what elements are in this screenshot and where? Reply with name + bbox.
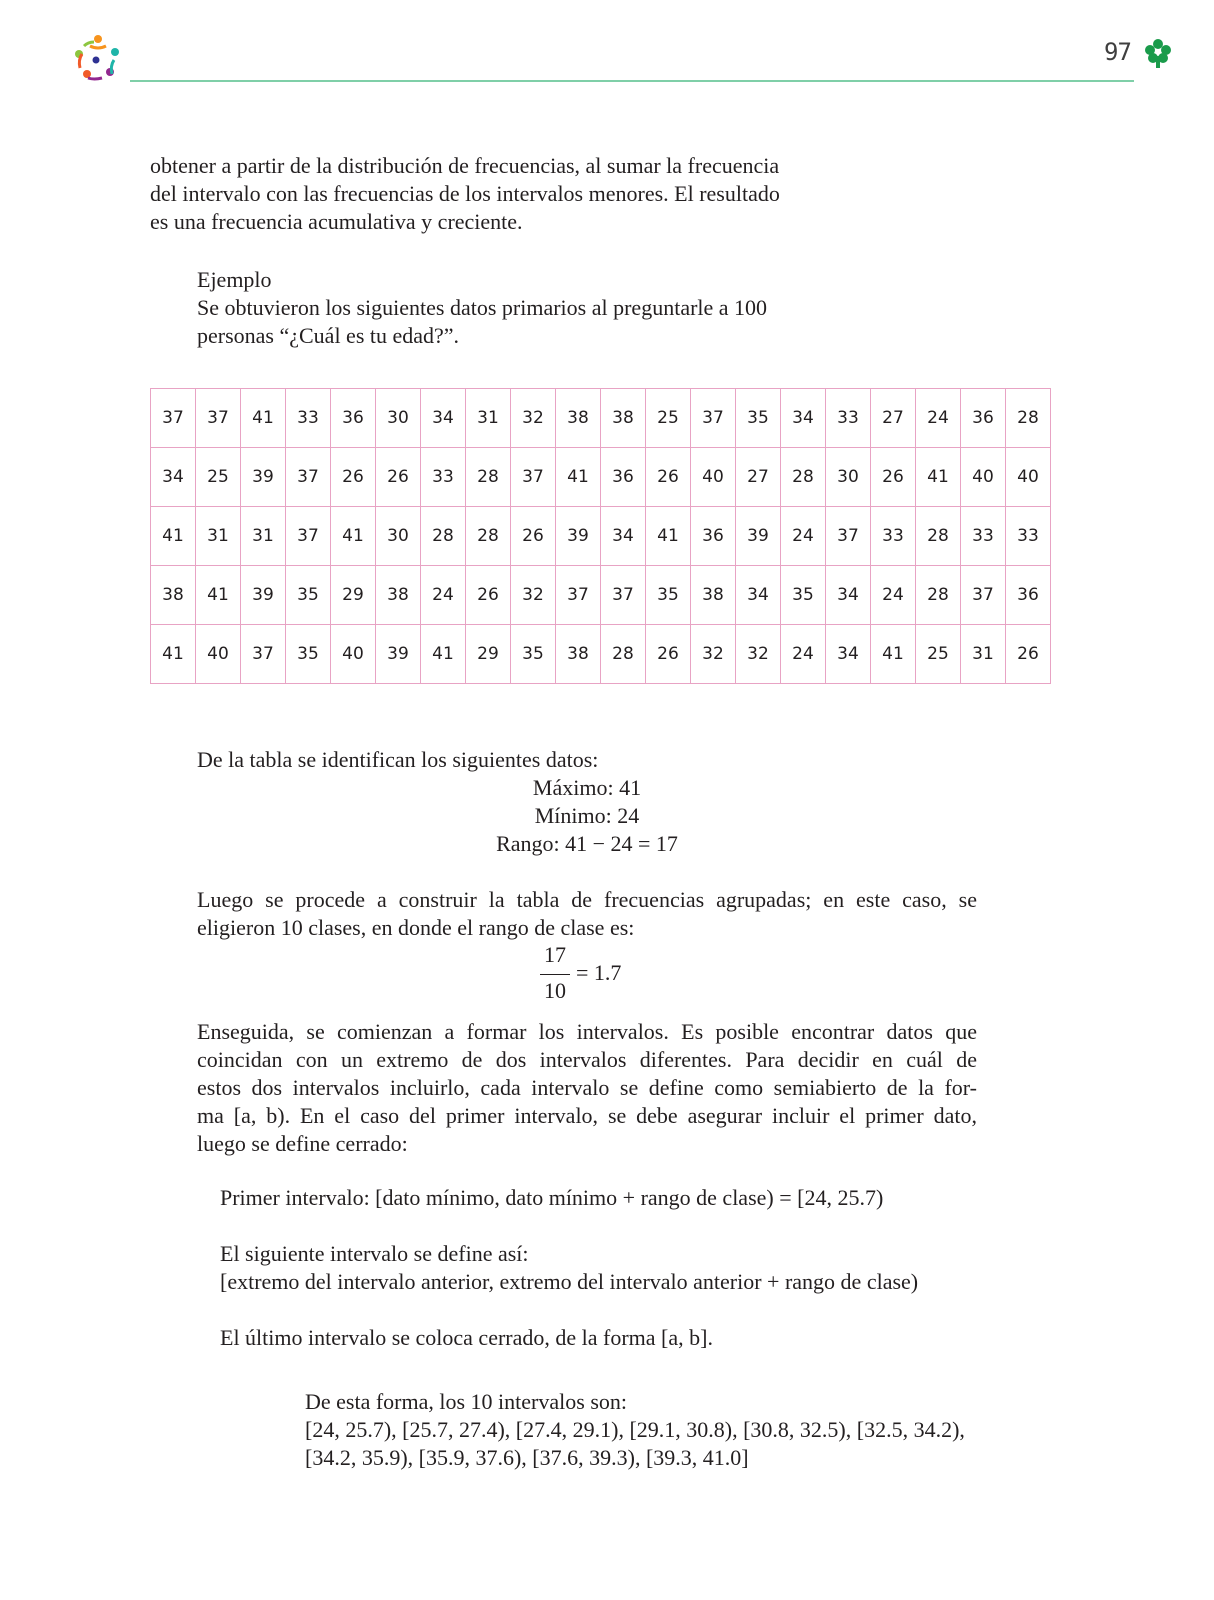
table-cell: 27 <box>871 389 916 448</box>
table-cell: 28 <box>466 448 511 507</box>
class-range-fraction <box>540 940 670 1010</box>
table-cell: 26 <box>331 448 376 507</box>
table-cell: 28 <box>1006 389 1051 448</box>
table-cell: 37 <box>151 389 196 448</box>
fraction-denominator: 10 <box>544 978 566 1003</box>
table-cell: 26 <box>646 625 691 684</box>
minimum-value: Mínimo: 24 <box>534 803 640 828</box>
table-cell: 32 <box>691 625 736 684</box>
next-interval-line: [extremo del intervalo anterior, extremo del intervalo anterior + rango de clase) <box>220 1269 919 1294</box>
table-cell: 33 <box>1006 507 1051 566</box>
table-cell: 41 <box>646 507 691 566</box>
table-row <box>151 507 1051 566</box>
table-cell: 38 <box>151 566 196 625</box>
table-cell: 24 <box>871 566 916 625</box>
table-cell: 28 <box>466 507 511 566</box>
table-cell: 37 <box>286 507 331 566</box>
table-cell: 40 <box>1006 448 1051 507</box>
next-interval-definition <box>220 1240 980 1296</box>
intro-line: es una frecuencia acumulativa y creciente. <box>150 209 523 234</box>
table-cell: 36 <box>331 389 376 448</box>
table-cell: 28 <box>421 507 466 566</box>
table-cell: 41 <box>151 507 196 566</box>
table-cell: 40 <box>961 448 1006 507</box>
table-cell: 27 <box>736 448 781 507</box>
table-row <box>151 448 1051 507</box>
table-cell: 28 <box>781 448 826 507</box>
table-cell: 24 <box>781 507 826 566</box>
table-cell: 37 <box>961 566 1006 625</box>
example-line: Se obtuvieron los siguientes datos primarios al preguntarle a 100 <box>197 295 768 320</box>
intervals-line: De esta forma, los 10 intervalos son: <box>305 1389 627 1414</box>
enseguida-line: luego se define cerrado: <box>197 1131 408 1156</box>
fraction-result: = 1.7 <box>576 960 622 985</box>
table-cell: 25 <box>646 389 691 448</box>
table-cell: 26 <box>466 566 511 625</box>
table-cell: 30 <box>376 389 421 448</box>
intro-line: del intervalo con las frecuencias de los intervalos menores. El resultado <box>150 181 780 206</box>
table-cell: 26 <box>1006 625 1051 684</box>
table-cell: 36 <box>961 389 1006 448</box>
table-cell: 34 <box>826 625 871 684</box>
table-cell: 41 <box>241 389 286 448</box>
table-cell: 28 <box>916 507 961 566</box>
table-cell: 35 <box>781 566 826 625</box>
table-cell: 41 <box>916 448 961 507</box>
luego-paragraph <box>197 886 977 942</box>
table-cell: 31 <box>466 389 511 448</box>
header-rule <box>130 80 1134 82</box>
fraction-bar <box>540 974 570 975</box>
last-interval-definition: El último intervalo se coloca cerrado, de la forma [a, b]. <box>220 1325 713 1350</box>
table-cell: 26 <box>646 448 691 507</box>
intervals-line: [24, 25.7), [25.7, 27.4), [27.4, 29.1), [29.1, 30.8), [30.8, 32.5), [32.5, 34.2), <box>305 1417 965 1442</box>
enseguida-line: estos dos intervalos incluirlo, cada intervalo se define como semiabierto de la for- <box>197 1075 977 1100</box>
table-cell: 24 <box>421 566 466 625</box>
table-cell: 38 <box>556 389 601 448</box>
intervals-line: [34.2, 35.9), [35.9, 37.6), [37.6, 39.3), [39.3, 41.0] <box>305 1445 749 1470</box>
table-cell: 37 <box>601 566 646 625</box>
identify-text: De la tabla se identifican los siguientes datos: <box>197 747 599 772</box>
table-cell: 40 <box>691 448 736 507</box>
table-cell: 37 <box>511 448 556 507</box>
table-cell: 31 <box>961 625 1006 684</box>
table-cell: 40 <box>196 625 241 684</box>
table-cell: 26 <box>871 448 916 507</box>
table-cell: 41 <box>871 625 916 684</box>
table-cell: 41 <box>556 448 601 507</box>
table-cell: 41 <box>421 625 466 684</box>
table-cell: 34 <box>151 448 196 507</box>
luego-line: eligieron 10 clases, en donde el rango de clase es: <box>197 915 635 940</box>
table-cell: 39 <box>376 625 421 684</box>
table-cell: 29 <box>466 625 511 684</box>
table-cell: 34 <box>781 389 826 448</box>
table-cell: 36 <box>691 507 736 566</box>
example-line: personas “¿Cuál es tu edad?”. <box>197 323 460 348</box>
table-cell: 38 <box>376 566 421 625</box>
table-cell: 26 <box>511 507 556 566</box>
intro-line: obtener a partir de la distribución de frecuencias, al sumar la frecuencia <box>150 153 780 178</box>
table-cell: 31 <box>196 507 241 566</box>
table-cell: 40 <box>331 625 376 684</box>
table-cell: 26 <box>376 448 421 507</box>
table-cell: 30 <box>826 448 871 507</box>
table-cell: 32 <box>736 625 781 684</box>
table-cell: 41 <box>331 507 376 566</box>
age-data-table <box>150 388 1051 684</box>
table-cell: 32 <box>511 389 556 448</box>
enseguida-line: Enseguida, se comienzan a formar los intervalos. Es posible encontrar datos que <box>197 1019 977 1044</box>
luego-line: Luego se procede a construir la tabla de frecuencias agrupadas; en este caso, se <box>197 887 977 912</box>
table-cell: 36 <box>601 448 646 507</box>
table-cell: 32 <box>511 566 556 625</box>
table-cell: 25 <box>916 625 961 684</box>
first-interval-definition: Primer intervalo: [dato mínimo, dato mínimo + rango de clase) = [24, 25.7) <box>220 1185 884 1210</box>
table-cell: 33 <box>421 448 466 507</box>
table-cell: 35 <box>736 389 781 448</box>
fraction-numerator: 17 <box>544 942 566 967</box>
table-row <box>151 389 1051 448</box>
table-cell: 30 <box>376 507 421 566</box>
table-cell: 35 <box>646 566 691 625</box>
table-cell: 34 <box>601 507 646 566</box>
table-cell: 36 <box>1006 566 1051 625</box>
table-cell: 34 <box>421 389 466 448</box>
table-cell: 28 <box>601 625 646 684</box>
table-cell: 37 <box>691 389 736 448</box>
next-interval-line: El siguiente intervalo se define así: <box>220 1241 529 1266</box>
maximum-value: Máximo: 41 <box>532 775 642 800</box>
table-cell: 37 <box>556 566 601 625</box>
table-cell: 38 <box>691 566 736 625</box>
table-cell: 33 <box>286 389 331 448</box>
green-tree-icon <box>1144 38 1172 70</box>
table-cell: 39 <box>736 507 781 566</box>
table-cell: 37 <box>826 507 871 566</box>
table-cell: 39 <box>241 566 286 625</box>
enseguida-paragraph <box>197 1018 977 1158</box>
table-cell: 35 <box>286 566 331 625</box>
table-cell: 37 <box>196 389 241 448</box>
page-number: 97 <box>1104 38 1131 66</box>
table-cell: 38 <box>556 625 601 684</box>
table-cell: 25 <box>196 448 241 507</box>
table-cell: 39 <box>241 448 286 507</box>
table-cell: 39 <box>556 507 601 566</box>
table-cell: 29 <box>331 566 376 625</box>
table-cell: 24 <box>781 625 826 684</box>
example-title: Ejemplo <box>197 267 272 292</box>
table-cell: 24 <box>916 389 961 448</box>
table-row <box>151 566 1051 625</box>
table-cell: 31 <box>241 507 286 566</box>
table-cell: 33 <box>961 507 1006 566</box>
example-block <box>197 266 837 350</box>
table-cell: 35 <box>511 625 556 684</box>
table-cell: 37 <box>241 625 286 684</box>
range-value: Rango: 41 − 24 = 17 <box>496 831 678 856</box>
table-cell: 33 <box>826 389 871 448</box>
table-cell: 41 <box>196 566 241 625</box>
table-cell: 33 <box>871 507 916 566</box>
table-cell: 35 <box>286 625 331 684</box>
table-cell: 34 <box>826 566 871 625</box>
table-row <box>151 625 1051 684</box>
enseguida-line: ma [a, b). En el caso del primer intervalo, se debe asegurar incluir el primer dato, <box>197 1103 977 1128</box>
table-cell: 28 <box>916 566 961 625</box>
table-cell: 38 <box>601 389 646 448</box>
table-cell: 37 <box>286 448 331 507</box>
enseguida-line: coincidan con un extremo de dos intervalos diferentes. Para decidir en cuál de <box>197 1047 977 1072</box>
multicolor-people-circle-logo <box>70 30 126 86</box>
intro-paragraph <box>150 152 800 236</box>
table-cell: 34 <box>736 566 781 625</box>
table-cell: 41 <box>151 625 196 684</box>
intervals-list <box>305 1388 1045 1472</box>
